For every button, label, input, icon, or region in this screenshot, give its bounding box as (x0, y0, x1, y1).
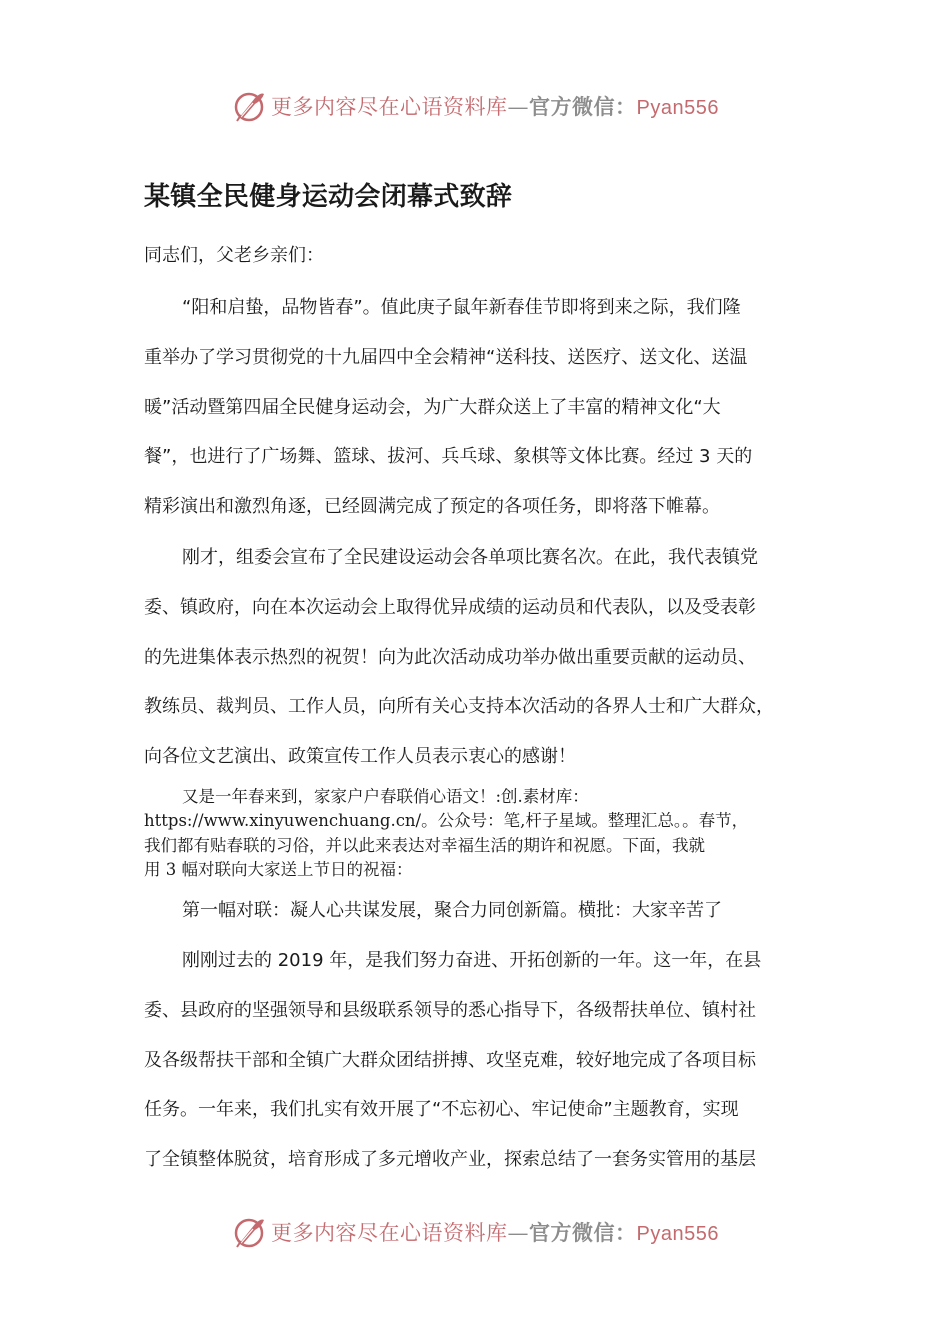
watermark-main-text: 更多内容尽在心语资料库 (271, 95, 508, 119)
page-title: 某镇全民健身运动会闭幕式致辞 (144, 182, 513, 212)
paragraph3-line: 刚刚过去的 2019 年，是我们努力奋进、开拓创新的一年。这一年，在县 (182, 950, 762, 971)
inserted-note-line: 用 3 幅对联向大家送上节日的祝福： (144, 860, 413, 879)
watermark-main-text: 更多内容尽在心语资料库 (271, 1221, 508, 1245)
watermark-label: 官方微信： (529, 95, 637, 119)
paragraph2-line: 的先进集体表示热烈的祝贺！向为此次活动成功举办做出重要贡献的运动员、 (144, 647, 756, 668)
footer-watermark-banner (0, 1210, 950, 1254)
paragraph1-line: “阳和启蛰，品物皆春”。值此庚子鼠年新春佳节即将到来之际，我们隆 (182, 297, 741, 318)
greeting: 同志们，父老乡亲们： (144, 245, 324, 266)
paragraph2-line: 向各位文艺演出、政策宣传工作人员表示衷心的感谢！ (144, 746, 576, 767)
paragraph1-line: 重举办了学习贯彻党的十九届四中全会精神“送科技、送医疗、送文化、送温 (144, 347, 748, 368)
watermark-dash: — (507, 95, 530, 119)
paragraph1-line: 精彩演出和激烈角逐，已经圆满完成了预定的各项任务，即将落下帷幕。 (144, 496, 720, 517)
paragraph3-line: 任务。一年来，我们扎实有效开展了“不忘初心、牢记使命”主题教育，实现 (144, 1099, 739, 1120)
paragraph3-line: 委、县政府的坚强领导和县级联系领导的悉心指导下，各级帮扶单位、镇村社 (144, 1000, 756, 1021)
paragraph1-line: 暖”活动暨第四届全民健身运动会，为广大群众送上了丰富的精神文化“大 (144, 397, 721, 418)
header-watermark-banner (0, 84, 950, 128)
couplet-line: 第一幅对联：凝人心共谋发展，聚合力同创新篇。横批：大家辛苦了 (182, 900, 722, 921)
watermark-wechat-id: Pyan556 (636, 97, 719, 119)
inserted-note-line: https://www.xinyuwenchuang.cn/。公众号：笔,杆子星域。整理汇总。。春节， (144, 811, 749, 830)
inserted-note-line: 又是一年春来到，家家户户春联俏心语文！:创.素材库： (182, 787, 589, 806)
quill-pen-logo-icon (231, 1214, 267, 1250)
paragraph2-line: 教练员、裁判员、工作人员，向所有关心支持本次活动的各界人士和广大群众， (144, 696, 774, 717)
paragraph2-line: 委、镇政府，向在本次运动会上取得优异成绩的运动员和代表队，以及受表彰 (144, 597, 756, 618)
paragraph3-line: 了全镇整体脱贫，培育形成了多元增收产业，探索总结了一套务实管用的基层 (144, 1149, 756, 1170)
watermark-text (271, 1217, 719, 1247)
paragraph2-line: 刚才，组委会宣布了全民建设运动会各单项比赛名次。在此，我代表镇党 (182, 547, 758, 568)
watermark-label: 官方微信： (529, 1221, 637, 1245)
inserted-note-line: 我们都有贴春联的习俗，并以此来表达对幸福生活的期许和祝愿。下面，我就 (144, 836, 705, 855)
paragraph1-line: 餐”，也进行了广场舞、篮球、拔河、兵乓球、象棋等文体比赛。经过 3 天的 (144, 446, 753, 467)
watermark-wechat-id: Pyan556 (636, 1223, 719, 1245)
quill-pen-logo-icon (231, 88, 267, 124)
watermark-dash: — (507, 1221, 530, 1245)
watermark-text (271, 91, 719, 121)
paragraph3-line: 及各级帮扶干部和全镇广大群众团结拼搏、攻坚克难，较好地完成了各项目标 (144, 1050, 756, 1071)
